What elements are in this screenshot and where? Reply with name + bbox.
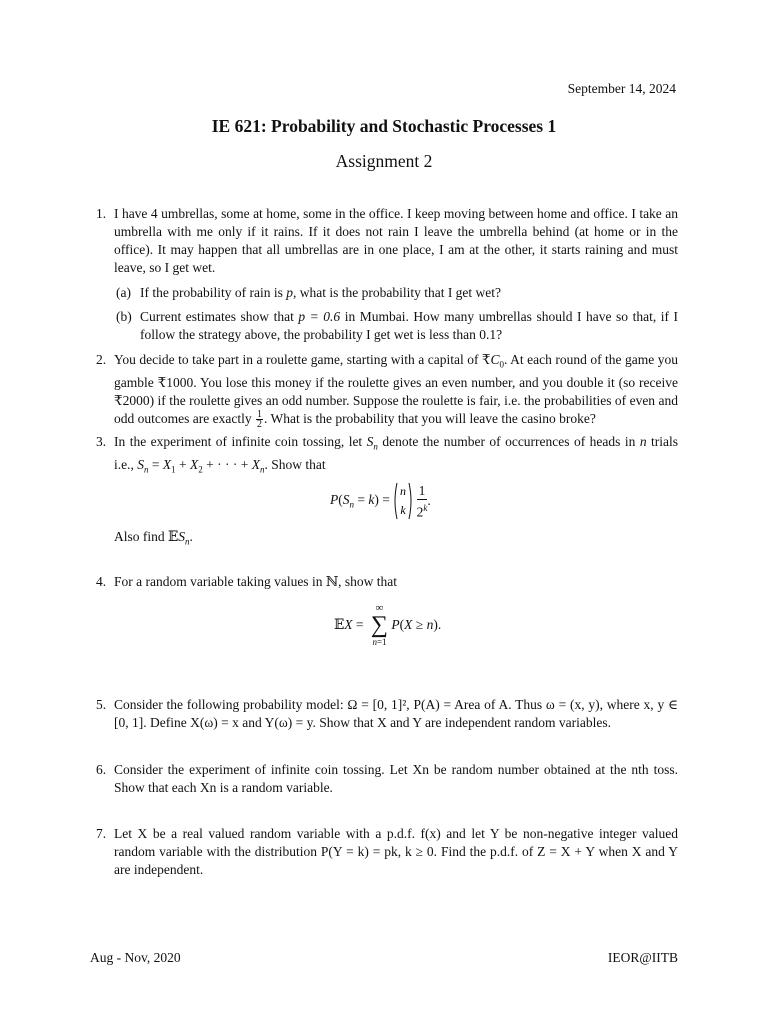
- subquestion-text-after: in Mumbai. How many umbrellas should I have so that, if I follow the strategy above, the probability I get wet is less than 0.1?: [140, 309, 678, 342]
- question-text: Consider the experiment of infinite coin tossing. Let Xn be random number obtained at the nth toss. Show that each Xn is a random variable.: [114, 762, 678, 795]
- question-number: 1.: [96, 206, 107, 221]
- footer-left: Aug - Nov, 2020: [90, 950, 181, 965]
- text-part: You decide to take part in a roulette game, starting with a capital of ₹: [114, 352, 491, 367]
- math-subscript: 0: [499, 359, 505, 370]
- question-1: [96, 205, 678, 344]
- equation-binomial: $P(S_n = k)$ = n k $\frac{1}{2^k}$ .: [330, 482, 431, 520]
- question-number: 5.: [96, 697, 107, 712]
- subquestion-text-after: , what is the probability that I get wet?: [292, 285, 502, 300]
- document-date: September 14, 2024: [567, 81, 676, 96]
- question-text: Also find 𝔼S$_n$.: [114, 529, 193, 547]
- question-3: [96, 433, 678, 478]
- svg-text:k: k: [400, 503, 406, 517]
- text-part: . At each round of the game you gamble ₹1000. You lose this money if the roulette gives an even number, and you double it (so receive ₹2000) if the roulette gives an odd number. Suppose the roulette is fair, i.e. the probabilities of even and odd outcomes are exactly: [114, 352, 678, 426]
- fraction-denominator: 2: [256, 419, 262, 431]
- math-var: $S_n$: [366, 434, 378, 452]
- equation-expectation: 𝔼X = ∞ ∑ n=1 P(X ≥ n).: [334, 602, 442, 647]
- math-var: p: [286, 285, 293, 300]
- fraction: $\frac{1}{2^k}$: [416, 482, 428, 520]
- subquestion-text-before: If the probability of rain is: [140, 285, 287, 300]
- question-text: I have 4 umbrellas, some at home, some in the office. I keep moving between home and office. I take an umbrella with me only if it rains. If it does not rain I leave the umbrella behind (at home or in the office). It may happen that all umbrellas are in one place, I am at the other, it starts raining and must leave, so I get wet.: [114, 206, 678, 275]
- text-part: . Show that: [264, 456, 326, 472]
- question-5: [96, 696, 678, 732]
- subquestion-text-before: Current estimates show that: [140, 309, 299, 324]
- question-6: [96, 761, 678, 797]
- question-text: For a random variable taking values in ℕ, show that: [114, 574, 398, 589]
- question-3-followup: [96, 528, 678, 551]
- question-text: Let X be a real valued random variable with a p.d.f. f(x) and let Y be non-negative integer valued random variable with the distribution P(Y = k) = pk, k ≥ 0. Find the p.d.f. of Z = X + Y when X and Y are independent.: [114, 826, 678, 877]
- subquestion-b: [116, 308, 678, 344]
- text-part: . What is the probability that you will leave the casino broke?: [263, 410, 596, 426]
- subquestion-a: [116, 284, 678, 302]
- question-number: 3.: [96, 434, 107, 449]
- question-text: [114, 351, 678, 429]
- question-text: Consider the following probability model: Ω = [0, 1]², P(A) = Area of A. Thus ω = (x, y), where x, y ∈ [0, 1]. Define X(ω) = x and Y(ω) = y. Show that X and Y are independent random variables.: [114, 697, 678, 730]
- math-var: n: [639, 434, 647, 449]
- question-2: [96, 351, 678, 429]
- footer-right: IEOR@IITB: [607, 950, 678, 965]
- question-number: 6.: [96, 762, 107, 777]
- fraction: [256, 410, 263, 429]
- text-part: In the experiment of infinite coin tossing, let: [114, 434, 367, 449]
- question-4: [96, 573, 678, 591]
- subquestion-label: (a): [116, 285, 131, 300]
- question-text: In the experiment of infinite coin tossing, let $S_n$ denote the number of occurrences of heads in n trials i.e., $S_n = X_1 + X_2$ + · · · + $X_n$. Show that: [114, 434, 679, 475]
- question-number: 4.: [96, 574, 107, 589]
- fraction-numerator: 1: [256, 409, 262, 421]
- binomial-coefficient: [393, 481, 413, 521]
- summation: ∞ ∑ n=1: [370, 602, 389, 647]
- math-expression: p = 0.6: [298, 309, 341, 324]
- subquestion-label: (b): [116, 309, 132, 324]
- text-part: denote the number of occurrences of heads in: [377, 434, 640, 449]
- question-number: 2.: [96, 352, 107, 367]
- document-title: IE 621: Probability and Stochastic Processes 1: [211, 116, 557, 136]
- document-subtitle: Assignment 2: [335, 151, 433, 171]
- svg-text:n: n: [400, 484, 407, 498]
- text-part: trials i.e.,: [114, 434, 679, 472]
- question-7: [96, 825, 678, 879]
- math-var: C: [490, 352, 500, 367]
- question-number: 7.: [96, 826, 107, 841]
